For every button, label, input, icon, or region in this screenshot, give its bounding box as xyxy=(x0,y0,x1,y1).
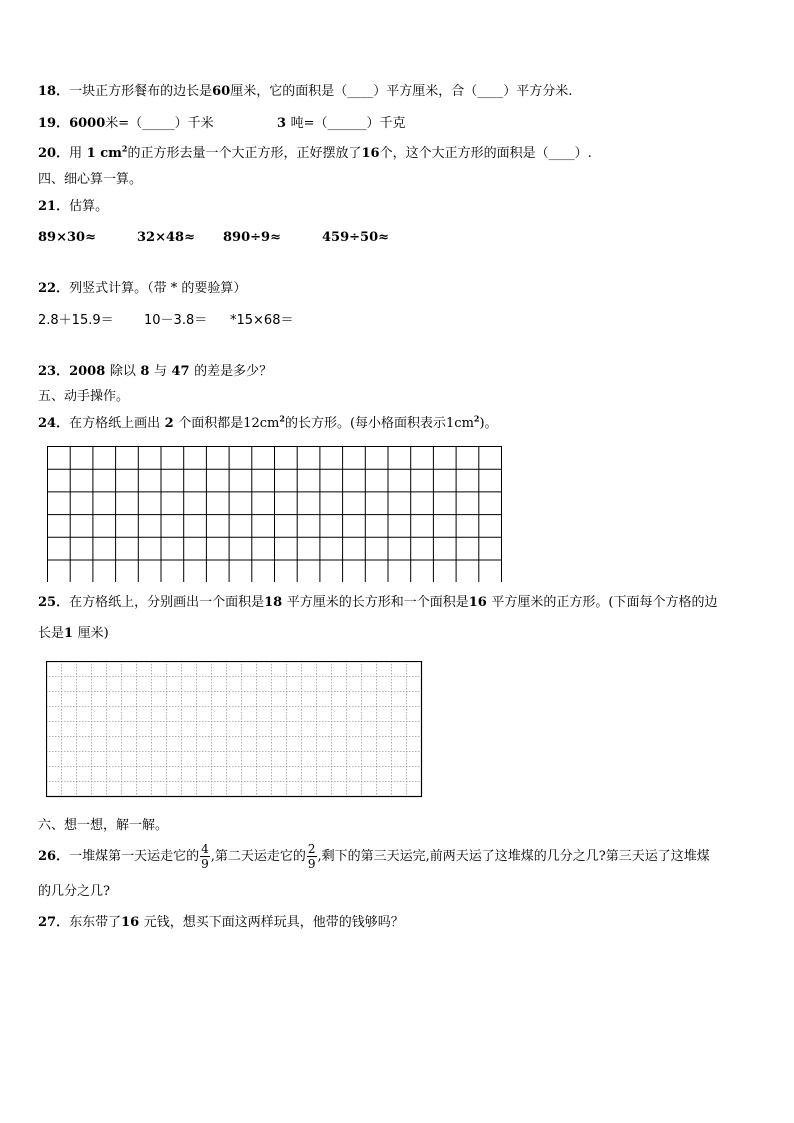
grid-border xyxy=(47,662,422,797)
q20 xyxy=(38,143,592,162)
q25-text-2: 平方厘米的长方形和一个面积是 xyxy=(286,595,469,610)
q18-text-a: 一块正方形餐布的边长是 xyxy=(69,84,213,99)
q19 xyxy=(38,116,214,132)
q19-val-c: 3 xyxy=(277,116,287,131)
q26-line2: 的几分之几? xyxy=(38,884,110,899)
q24 xyxy=(38,413,498,432)
q24-text-g: )。 xyxy=(479,416,498,431)
q21-num: 21． xyxy=(38,199,70,214)
section-4-title: 四、细心算一算。 xyxy=(38,172,143,187)
grid-paper-q25[interactable] xyxy=(46,661,424,803)
fraction-4-9 xyxy=(200,842,210,871)
q25-val-1: 1 xyxy=(64,626,74,641)
q21 xyxy=(38,199,108,215)
q24-val-b: 2 xyxy=(164,416,174,431)
fraction-2-9 xyxy=(307,842,317,871)
fraction-numerator: 4 xyxy=(201,842,209,856)
grid-q25-svg[interactable] xyxy=(46,661,424,803)
q26-text-c: ,剩下的第三天运完,前两天运了这堆煤的几分之几?第三天运了这堆煤 xyxy=(317,849,710,864)
q21-title: 估算。 xyxy=(69,199,109,214)
q27 xyxy=(38,915,404,931)
q19-part2 xyxy=(277,116,405,132)
q23-val-c: 8 xyxy=(140,364,150,379)
q26-text-b: ,第二天运走它的 xyxy=(210,849,306,864)
q25-val-18: 18 xyxy=(264,595,283,610)
q25-text-1: 在方格纸上，分别画出一个面积是 xyxy=(69,595,265,610)
q20-sup: 2 xyxy=(121,143,128,154)
q23-val-e: 47 xyxy=(171,364,190,379)
q25-text-4: 长是 xyxy=(38,626,65,641)
q23-text-b: 除以 xyxy=(109,364,136,379)
q19-text-d: 吨=（______）千克 xyxy=(290,116,406,131)
q20-text-d: 的正方形去量一个大正方形，正好摆放了 xyxy=(127,146,362,161)
q26-num: 26． xyxy=(38,849,70,864)
section-5-title: 五、动手操作。 xyxy=(38,389,130,404)
fraction-denominator: 9 xyxy=(307,857,316,871)
q23-text-f: 的差是多少？ xyxy=(194,364,273,379)
q24-text-e: 的长方形。(每小格面积表示1cm xyxy=(284,416,474,431)
fraction-numerator: 2 xyxy=(307,842,316,856)
q27-val: 16 xyxy=(121,915,140,930)
q25-line2 xyxy=(38,626,109,642)
q25-val-16: 16 xyxy=(468,595,487,610)
q23 xyxy=(38,364,272,380)
q23-val-a: 2008 xyxy=(69,364,106,379)
q19-num: 19． xyxy=(38,116,70,131)
grid-paper-q24[interactable] xyxy=(47,446,503,582)
q21-item-3: 890÷9≈ xyxy=(223,230,281,245)
q23-num: 23． xyxy=(38,364,70,379)
q19-text-b: 米=（_____）千米 xyxy=(105,116,214,131)
q18-val: 60 xyxy=(212,84,231,99)
q18 xyxy=(38,84,572,100)
q25-num: 25． xyxy=(38,595,70,610)
q27-text-a: 东东带了 xyxy=(69,915,122,930)
q20-val: 16 xyxy=(361,146,380,161)
q19-val-a: 6000 xyxy=(69,116,106,131)
q24-text-c: 个面积都是12cm xyxy=(178,416,280,431)
q27-num: 27． xyxy=(38,915,70,930)
q18-num: 18． xyxy=(38,84,70,99)
q21-item-1: 89×30≈ xyxy=(38,230,96,245)
q22-num: 22． xyxy=(38,281,70,296)
q25-line1 xyxy=(38,595,717,611)
q22 xyxy=(38,281,246,297)
q18-text-c: 厘米，它的面积是（____）平方厘米，合（____）平方分米. xyxy=(230,84,573,99)
q23-text-d: 与 xyxy=(153,364,167,379)
q20-text-f: 个，这个大正方形的面积是（____）. xyxy=(379,146,592,161)
q21-item-4: 459÷50≈ xyxy=(322,230,390,245)
q22-item-1: 2.8＋15.9＝ xyxy=(38,313,114,328)
q20-text-a: 用 xyxy=(69,146,83,161)
q22-item-2: 10－3.8＝ xyxy=(144,313,208,328)
q20-num: 20． xyxy=(38,146,70,161)
q24-text-a: 在方格纸上画出 xyxy=(69,416,161,431)
q26-line1 xyxy=(38,842,710,872)
grid-q24-svg[interactable] xyxy=(47,446,503,582)
q25-text-3: 平方厘米的正方形。(下面每个方格的边 xyxy=(491,595,718,610)
section-6-title: 六、想一想，解一解。 xyxy=(38,818,169,833)
q27-text-c: 元钱，想买下面这两样玩具，他带的钱够吗？ xyxy=(143,915,404,930)
q22-item-3: *15×68＝ xyxy=(230,313,294,328)
fraction-denominator: 9 xyxy=(201,857,209,871)
q21-item-2: 32×48≈ xyxy=(137,230,195,245)
q26-text-a: 一堆煤第一天运走它的 xyxy=(69,849,200,864)
q22-title: 列竖式计算。（带 * 的要验算） xyxy=(69,281,247,296)
q24-num: 24． xyxy=(38,416,70,431)
q20-unit: 1 cm xyxy=(86,146,122,161)
q24-sup-d: 2 xyxy=(279,413,285,424)
q24-sup-f: 2 xyxy=(473,413,480,424)
q25-text-5: 厘米) xyxy=(77,626,109,641)
